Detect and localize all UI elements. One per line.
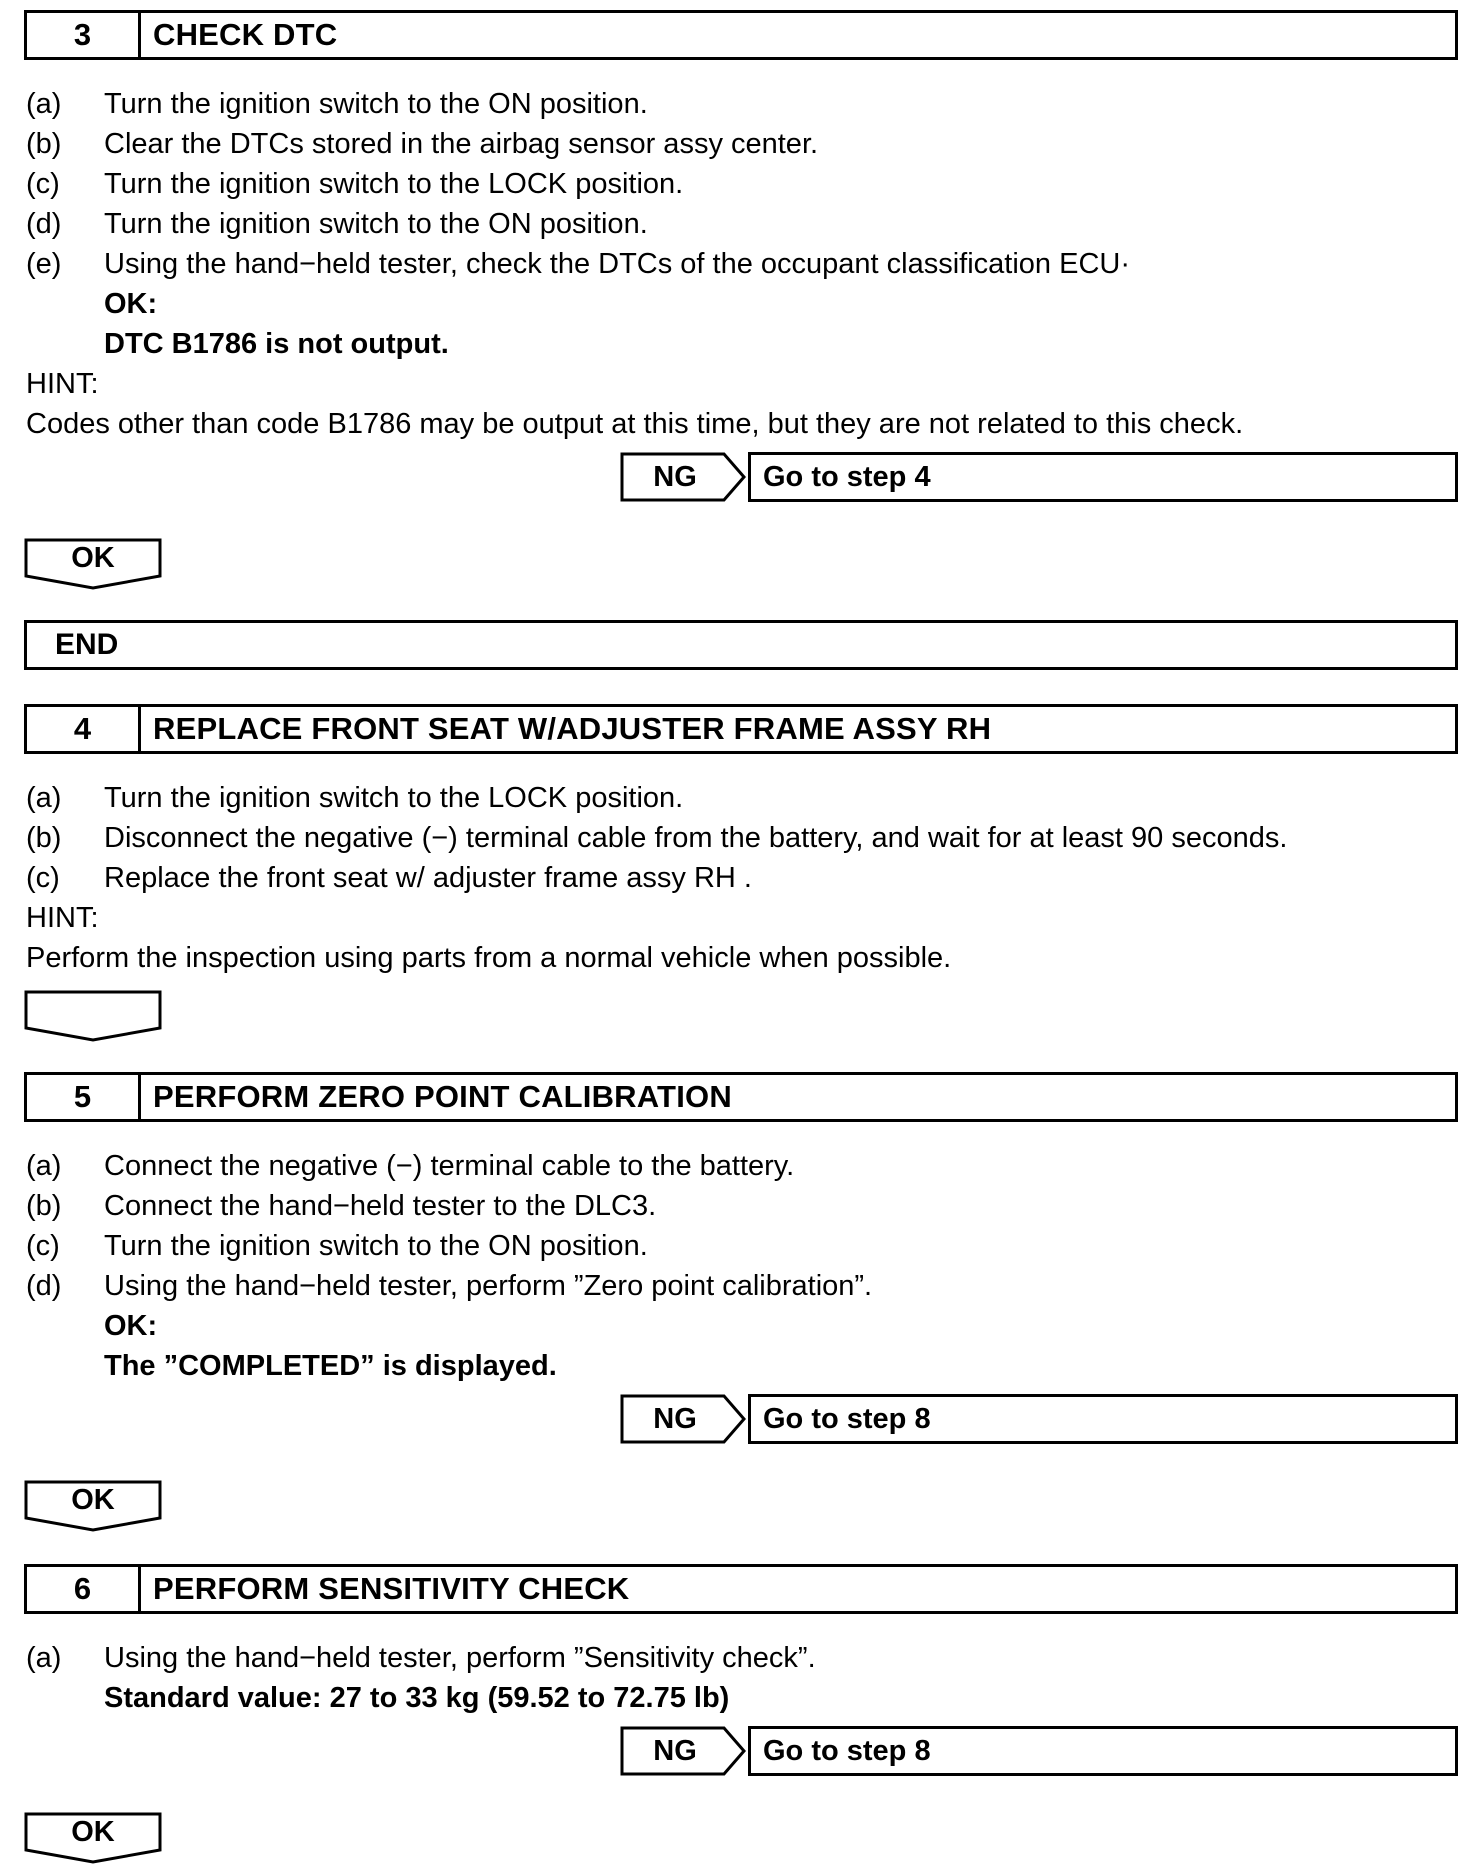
item-text: Using the hand−held tester, check the DTCs of the occupant classification ECU· [104,248,1131,280]
ok-criteria: The ”COMPLETED” is displayed. [104,1350,557,1382]
hint-label: HINT: [26,368,99,400]
ok-criteria: DTC B1786 is not output. [104,328,449,360]
item-label: (a) [26,782,62,814]
ok-branch [24,1480,162,1532]
ng-branch [620,1726,1460,1776]
step-title: PERFORM ZERO POINT CALIBRATION [153,1079,732,1114]
item-label: (b) [26,822,62,854]
go-to-step-8-link[interactable]: Go to step 8 [748,1726,1458,1776]
ok-label: OK [71,541,115,574]
item-text: Turn the ignition switch to the LOCK position. [104,168,684,200]
step-6-header [24,1564,1458,1614]
item-label: (a) [26,1642,62,1674]
step-5-header [24,1072,1458,1122]
ng-label: NG [653,460,697,493]
item-text: Using the hand−held tester, perform ”Zero point calibration”. [104,1270,873,1302]
step-4-header [24,704,1458,754]
standard-value: Standard value: 27 to 33 kg (59.52 to 72.75 lb) [104,1682,730,1714]
ok-heading: OK: [104,288,158,320]
go-to-step-4-link[interactable]: Go to step 4 [748,452,1458,502]
item-label: (c) [26,168,60,200]
ok-branch [24,538,162,590]
step-title: REPLACE FRONT SEAT W/ADJUSTER FRAME ASSY RH [153,711,992,746]
ng-branch [620,1394,1460,1444]
item-label: (b) [26,1190,62,1222]
item-text: Replace the front seat w/ adjuster frame assy RH . [104,862,752,894]
item-text: Using the hand−held tester, perform ”Sensitivity check”. [104,1642,816,1674]
ok-label: OK [71,1483,115,1516]
ng-branch [620,452,1460,502]
hint-text: Codes other than code B1786 may be output at this time, but they are not related to this check. [26,408,1244,440]
item-text: Turn the ignition switch to the ON position. [104,1230,648,1262]
item-text: Disconnect the negative (−) terminal cable from the battery, and wait for at least 90 seconds. [104,822,1288,854]
down-arrow-icon [24,990,162,1042]
step-title: PERFORM SENSITIVITY CHECK [153,1571,630,1606]
item-label: (d) [26,208,62,240]
step-number: 4 [27,707,141,751]
item-text: Connect the negative (−) terminal cable to the battery. [104,1150,795,1182]
step-number: 5 [27,1075,141,1119]
ng-label: NG [653,1734,697,1767]
item-text: Clear the DTCs stored in the airbag sensor assy center. [104,128,819,160]
item-label: (a) [26,1150,62,1182]
hint-text: Perform the inspection using parts from a normal vehicle when possible. [26,942,952,974]
item-label: (b) [26,128,62,160]
item-text: Turn the ignition switch to the LOCK position. [104,782,684,814]
hint-label: HINT: [26,902,99,934]
ok-label: OK [71,1815,115,1848]
item-text: Turn the ignition switch to the ON position. [104,88,648,120]
step-title: CHECK DTC [153,17,338,52]
end-box: END [24,620,1458,670]
ok-branch [24,1812,162,1864]
step-number: 6 [27,1567,141,1611]
ok-heading: OK: [104,1310,158,1342]
item-label: (c) [26,862,60,894]
item-label: (e) [26,248,62,280]
ng-label: NG [653,1402,697,1435]
item-text: Turn the ignition switch to the ON position. [104,208,648,240]
continue-branch [24,990,162,1042]
step-3-header [24,10,1458,60]
item-text: Connect the hand−held tester to the DLC3. [104,1190,657,1222]
go-to-step-8-link[interactable]: Go to step 8 [748,1394,1458,1444]
item-label: (a) [26,88,62,120]
item-label: (c) [26,1230,60,1262]
step-number: 3 [27,13,141,57]
item-label: (d) [26,1270,62,1302]
